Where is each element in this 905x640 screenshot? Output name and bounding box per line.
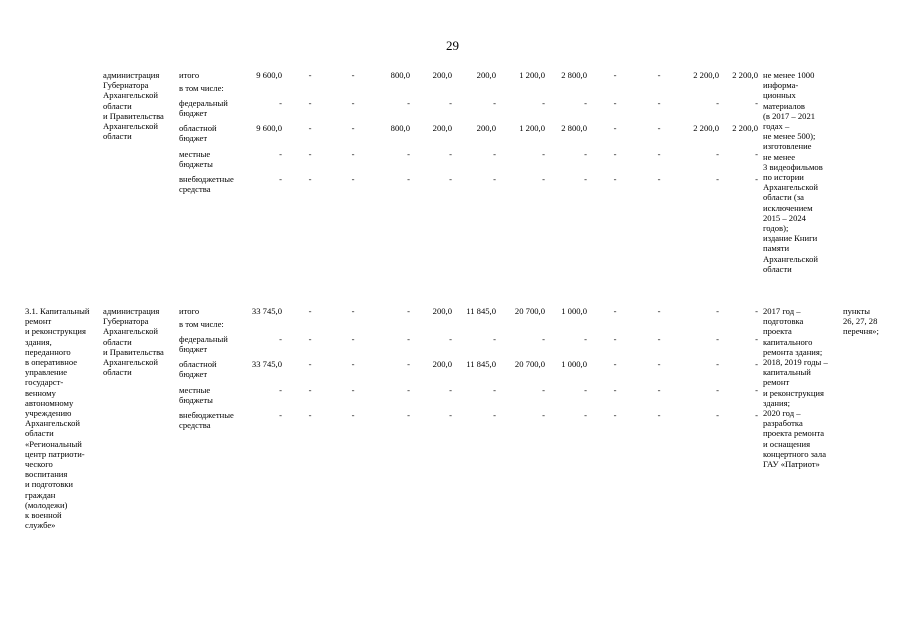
- value-cell: -: [493, 410, 496, 420]
- value-cell: 2 200,0: [732, 123, 758, 133]
- value-cell: -: [755, 174, 758, 184]
- funding-source-cell: в том числе:: [179, 319, 224, 329]
- value-cell: -: [613, 359, 617, 369]
- value-cell: -: [755, 410, 758, 420]
- value-cell: 20 700,0: [514, 359, 545, 369]
- value-cell: -: [716, 385, 719, 395]
- value-cell: -: [657, 359, 661, 369]
- funding-source-cell: областной бюджет: [179, 123, 217, 144]
- value-cell: 9 600,0: [256, 123, 282, 133]
- value-cell: -: [308, 123, 312, 133]
- funding-source-cell: итого: [179, 70, 200, 80]
- value-cell: -: [449, 385, 452, 395]
- value-cell: -: [308, 306, 312, 316]
- value-cell: -: [755, 359, 758, 369]
- value-cell: -: [542, 149, 545, 159]
- value-cell: -: [657, 334, 661, 344]
- value-cell: -: [351, 306, 355, 316]
- value-cell: -: [308, 359, 312, 369]
- value-cell: -: [449, 98, 452, 108]
- funding-source-cell: федеральный бюджет: [179, 334, 228, 355]
- value-cell: -: [449, 149, 452, 159]
- value-cell: -: [542, 334, 545, 344]
- value-cell: 2 800,0: [561, 70, 587, 80]
- value-cell: -: [716, 334, 719, 344]
- value-cell: -: [716, 98, 719, 108]
- value-cell: -: [716, 359, 719, 369]
- value-cell: -: [308, 149, 312, 159]
- value-cell: 33 745,0: [251, 359, 282, 369]
- value-cell: -: [407, 385, 410, 395]
- value-cell: -: [493, 149, 496, 159]
- value-cell: -: [351, 123, 355, 133]
- value-cell: -: [657, 306, 661, 316]
- value-cell: 200,0: [432, 359, 452, 369]
- result-cell: не менее 1000 информа- ционных материалов (в 2017 – 2021 годах – не менее 500); изготовление не менее 3 видеофильмов по истории Архангельской области (за исключением 2015 – 2024 годов); издание Книги памяти Архангельской области: [763, 70, 823, 274]
- value-cell: -: [716, 149, 719, 159]
- funding-source-cell: внебюджетные средства: [179, 174, 234, 195]
- value-cell: -: [407, 306, 410, 316]
- value-cell: -: [657, 98, 661, 108]
- value-cell: -: [584, 174, 587, 184]
- value-cell: 1 200,0: [519, 123, 545, 133]
- value-cell: -: [584, 98, 587, 108]
- executor-cell: администрация Губернатора Архангельской области и Правительства Архангельской области: [103, 70, 164, 142]
- funding-source-cell: внебюджетные средства: [179, 410, 234, 431]
- value-cell: -: [755, 385, 758, 395]
- value-cell: -: [613, 334, 617, 344]
- value-cell: -: [584, 410, 587, 420]
- value-cell: -: [351, 359, 355, 369]
- value-cell: -: [755, 334, 758, 344]
- value-cell: -: [584, 385, 587, 395]
- value-cell: -: [308, 174, 312, 184]
- value-cell: -: [613, 385, 617, 395]
- value-cell: 800,0: [390, 123, 410, 133]
- value-cell: -: [351, 98, 355, 108]
- value-cell: -: [407, 149, 410, 159]
- value-cell: -: [308, 385, 312, 395]
- value-cell: -: [542, 98, 545, 108]
- value-cell: -: [584, 149, 587, 159]
- value-cell: 1 200,0: [519, 70, 545, 80]
- value-cell: -: [407, 410, 410, 420]
- plan-link-cell: пункты 26, 27, 28 перечня»;: [843, 306, 879, 337]
- value-cell: -: [657, 149, 661, 159]
- page-number: 29: [446, 38, 459, 53]
- value-cell: -: [613, 123, 617, 133]
- value-cell: 200,0: [476, 123, 496, 133]
- value-cell: -: [542, 385, 545, 395]
- value-cell: 1 000,0: [561, 306, 587, 316]
- value-cell: -: [542, 174, 545, 184]
- value-cell: -: [407, 174, 410, 184]
- value-cell: -: [755, 98, 758, 108]
- value-cell: 11 845,0: [466, 306, 496, 316]
- value-cell: 1 000,0: [561, 359, 587, 369]
- value-cell: -: [613, 149, 617, 159]
- value-cell: -: [493, 385, 496, 395]
- value-cell: -: [449, 174, 452, 184]
- value-cell: -: [657, 174, 661, 184]
- value-cell: -: [755, 149, 758, 159]
- value-cell: -: [279, 385, 282, 395]
- value-cell: -: [657, 385, 661, 395]
- value-cell: -: [449, 334, 452, 344]
- value-cell: -: [613, 70, 617, 80]
- value-cell: 200,0: [432, 306, 452, 316]
- funding-source-cell: в том числе:: [179, 83, 224, 93]
- value-cell: -: [308, 70, 312, 80]
- value-cell: -: [613, 98, 617, 108]
- result-cell: 2017 год – подготовка проекта капитального ремонта здания; 2018, 2019 годы – капитальный ремонт и реконструкция здания; 2020 год – разработка проекта ремонта и оснащения концертного зала ГАУ «Патриот»: [763, 306, 828, 470]
- value-cell: -: [351, 385, 355, 395]
- value-cell: -: [407, 334, 410, 344]
- value-cell: -: [351, 410, 355, 420]
- value-cell: -: [279, 410, 282, 420]
- executor-cell: администрация Губернатора Архангельской области и Правительства Архангельской области: [103, 306, 164, 378]
- value-cell: -: [308, 334, 312, 344]
- value-cell: -: [279, 149, 282, 159]
- value-cell: -: [351, 70, 355, 80]
- value-cell: 11 845,0: [466, 359, 496, 369]
- value-cell: -: [657, 70, 661, 80]
- value-cell: -: [493, 334, 496, 344]
- value-cell: -: [308, 410, 312, 420]
- value-cell: -: [716, 306, 719, 316]
- value-cell: -: [716, 174, 719, 184]
- funding-source-cell: областной бюджет: [179, 359, 217, 380]
- value-cell: 2 200,0: [693, 123, 719, 133]
- value-cell: -: [613, 174, 617, 184]
- value-cell: -: [584, 334, 587, 344]
- value-cell: -: [755, 306, 758, 316]
- value-cell: -: [493, 174, 496, 184]
- value-cell: -: [351, 174, 355, 184]
- activity-cell: 3.1. Капитальный ремонт и реконструкция здания, переданного в оперативное управление государст- венному автономному учреждению Архангельской области «Региональный центр патриоти- ческого воспитания и подготовки граждан (молодежи) к военной службе»: [25, 306, 90, 531]
- value-cell: -: [351, 334, 355, 344]
- value-cell: -: [716, 410, 719, 420]
- value-cell: 2 200,0: [693, 70, 719, 80]
- value-cell: -: [279, 174, 282, 184]
- value-cell: -: [279, 334, 282, 344]
- value-cell: 200,0: [476, 70, 496, 80]
- value-cell: -: [407, 359, 410, 369]
- value-cell: -: [351, 149, 355, 159]
- value-cell: -: [613, 306, 617, 316]
- value-cell: -: [613, 410, 617, 420]
- funding-source-cell: итого: [179, 306, 200, 316]
- value-cell: 2 800,0: [561, 123, 587, 133]
- value-cell: -: [279, 98, 282, 108]
- value-cell: 200,0: [432, 123, 452, 133]
- value-cell: 9 600,0: [256, 70, 282, 80]
- value-cell: 200,0: [432, 70, 452, 80]
- value-cell: 2 200,0: [732, 70, 758, 80]
- value-cell: 20 700,0: [514, 306, 545, 316]
- funding-source-cell: местные бюджеты: [179, 385, 213, 406]
- value-cell: -: [542, 410, 545, 420]
- value-cell: -: [657, 123, 661, 133]
- value-cell: -: [493, 98, 496, 108]
- value-cell: -: [449, 410, 452, 420]
- value-cell: 800,0: [390, 70, 410, 80]
- value-cell: 33 745,0: [251, 306, 282, 316]
- value-cell: -: [407, 98, 410, 108]
- value-cell: -: [657, 410, 661, 420]
- funding-source-cell: местные бюджеты: [179, 149, 213, 170]
- funding-source-cell: федеральный бюджет: [179, 98, 228, 119]
- value-cell: -: [308, 98, 312, 108]
